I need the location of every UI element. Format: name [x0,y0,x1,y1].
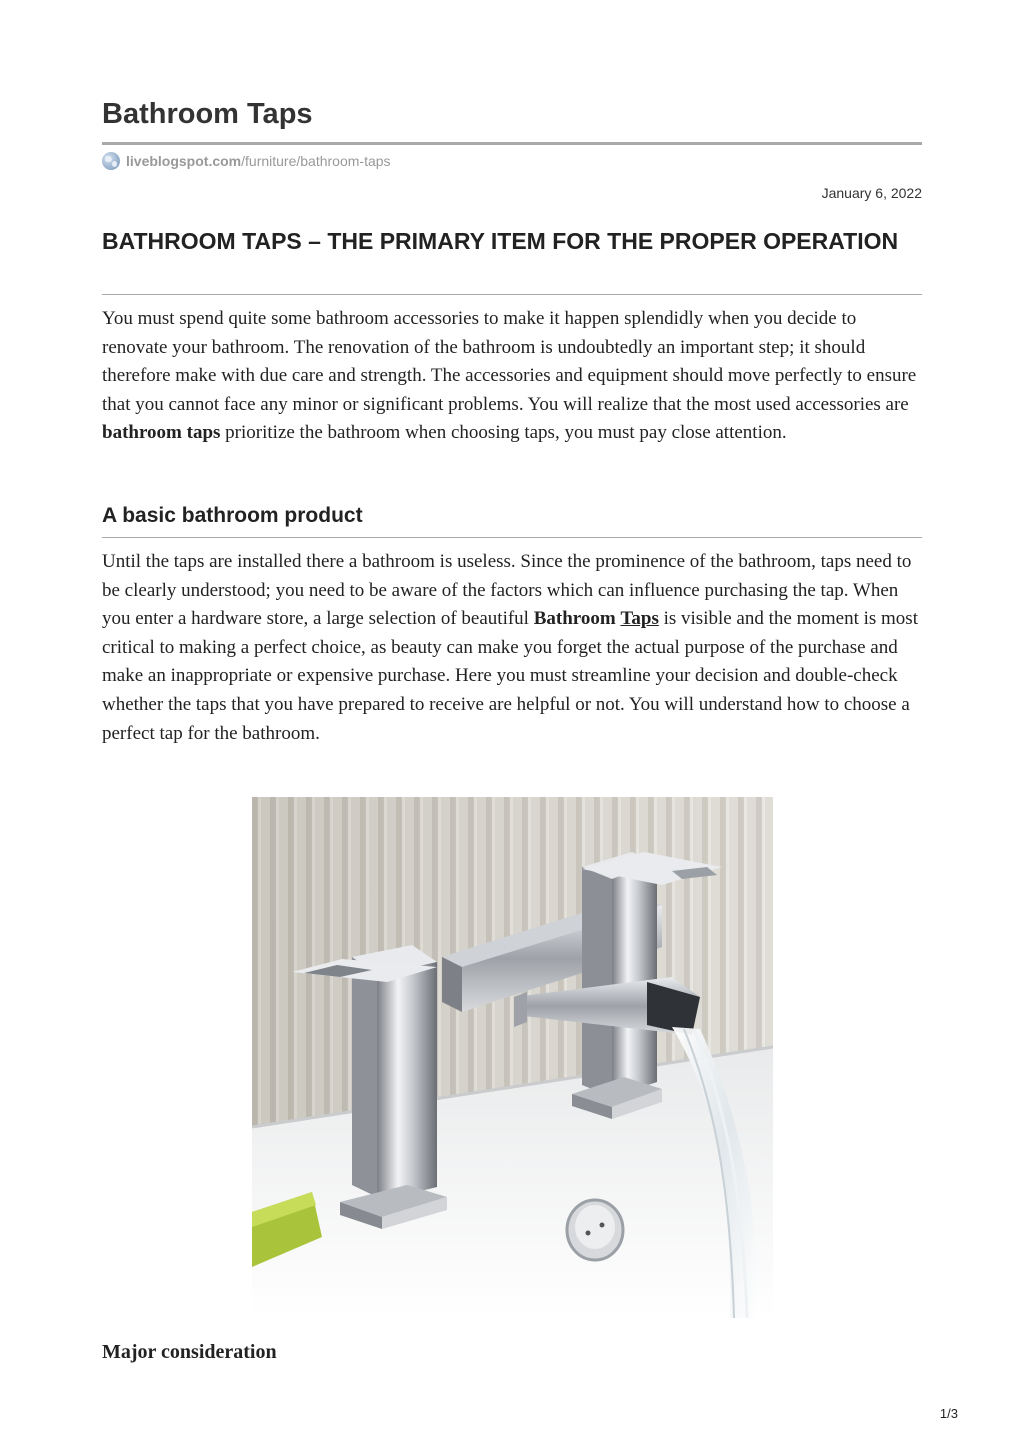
title-divider [102,142,922,145]
section1-paragraph [102,548,922,748]
source-domain: liveblogspot.com [126,153,242,169]
page-number: 1/3 [939,1406,958,1421]
source-link[interactable] [126,153,391,169]
section-heading-basic-product: A basic bathroom product [102,504,363,527]
bathroom-tap-photo [252,797,773,1318]
heading-divider [102,294,922,295]
section1-text-end: is visible and the moment is most critical to making a perfect choice, as beauty can make you forget the actual purpose of the purchase and make an inappropriate or expensive purchase. Here you must streamline your decision and double-check whether the taps that you have prepared to receive are helpful or not. You will understand how to choose a perfect tap for the bathroom. [102,608,918,744]
globe-icon [102,152,120,170]
intro-text-end: prioritize the bathroom when choosing taps, you must pay close attention. [220,422,787,444]
section1-bold-text: Bathroom [533,608,616,630]
source-path: /furniture/bathroom-taps [241,153,391,169]
taps-link[interactable]: Taps [620,608,659,630]
section-divider [102,537,922,538]
article-heading: BATHROOM TAPS – THE PRIMARY ITEM FOR THE PROPER OPERATION [102,228,899,254]
intro-paragraph [102,305,922,448]
source-line [102,151,391,171]
intro-bold-text: bathroom taps [102,422,221,444]
page-title: Bathroom Taps [102,98,313,130]
section-heading-major-consideration: Major consideration [102,1341,277,1363]
section1-text: Until the taps are installed there a bathroom is useless. Since the prominence of the bathroom, taps need to be clearly understood; you need to be aware of the factors which can influence purchasing the tap. When you enter a hardware store, a large selection of beautiful [102,551,912,630]
intro-text: You must spend quite some bathroom accessories to make it happen splendidly when you decide to renovate your bathroom. The renovation of the bathroom is undoubtedly an important step; it should therefore make with due care and strength. The accessories and equipment should move perfectly to ensure that you cannot face any minor or significant problems. You will realize that the most used accessories are [102,308,917,415]
publish-date: January 6, 2022 [821,185,922,201]
